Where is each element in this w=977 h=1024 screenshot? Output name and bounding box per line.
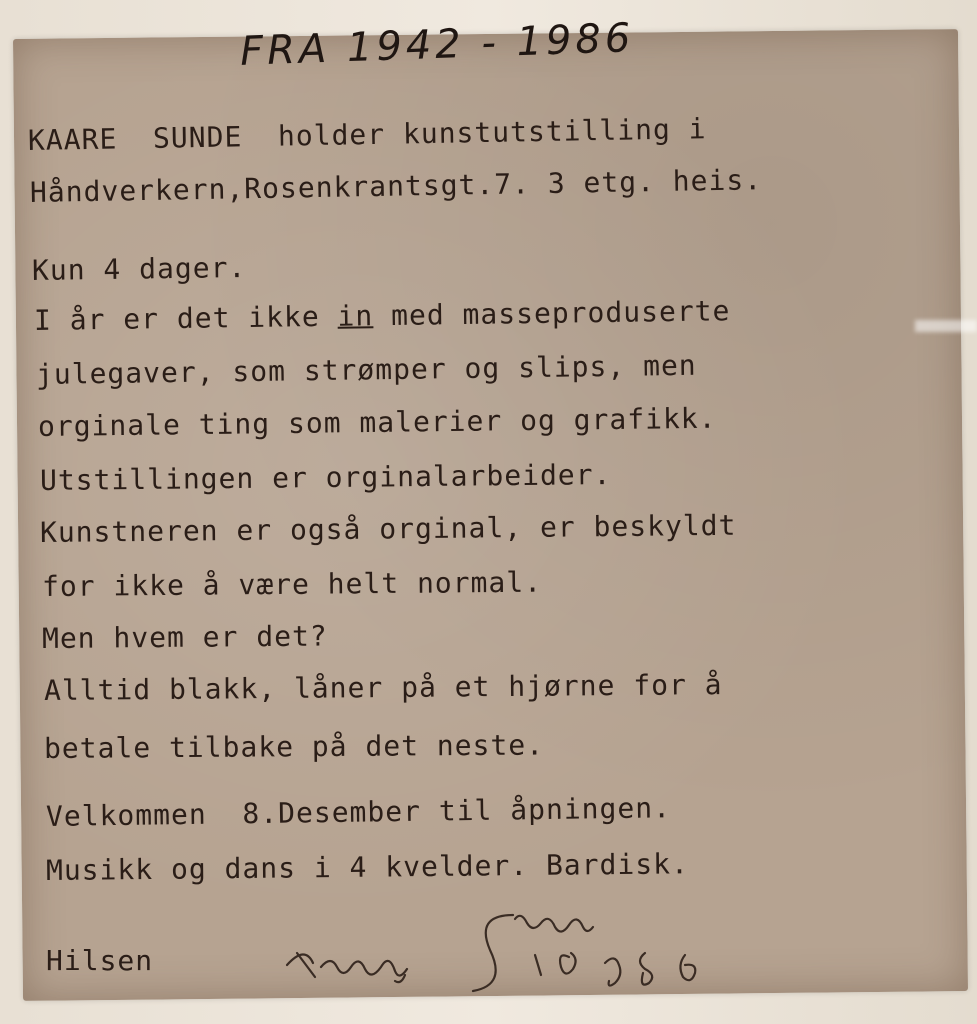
glass-reflection bbox=[915, 320, 977, 332]
letter-line-14: Musikk og dans i 4 kvelder. Bardisk. bbox=[45, 847, 690, 887]
letter-line-6: orginale ting som malerier og grafikk. bbox=[37, 401, 717, 443]
letter-line-1: KAARE SUNDE holder kunstutstilling i bbox=[27, 112, 707, 157]
letter-line-13: Velkommen 8.Desember til åpningen. bbox=[45, 791, 672, 833]
handwritten-signature bbox=[285, 905, 745, 995]
letter-line-2: Håndverkern,Rosenkrantsgt.7. 3 etg. heis. bbox=[29, 163, 763, 209]
letter-line-4-part-2: med masseproduserte bbox=[373, 294, 731, 333]
letter-line-9: for ikke å være helt normal. bbox=[41, 565, 543, 603]
letter-line-10: Men hvem er det? bbox=[41, 619, 328, 655]
letter-line-11: Alltid blakk, låner på et hjørne for å bbox=[43, 668, 723, 707]
underlined-word-in: in bbox=[337, 299, 374, 333]
letter-line-4-part-1: I år er det ikke bbox=[33, 299, 338, 337]
letter-line-5: julegaver, som strømper og slips, men bbox=[35, 348, 697, 391]
letter-line-3: Kun 4 dager. bbox=[31, 251, 247, 287]
handwritten-heading: FRA 1942 - 1986 bbox=[239, 15, 636, 75]
letter-closing-hilsen: Hilsen bbox=[46, 944, 154, 977]
letter-line-12: betale tilbake på det neste. bbox=[43, 728, 545, 765]
letter-line-7: Utstillingen er orginalarbeider. bbox=[39, 458, 612, 497]
letter-line-8: Kunstneren er også orginal, er beskyldt bbox=[39, 508, 737, 549]
